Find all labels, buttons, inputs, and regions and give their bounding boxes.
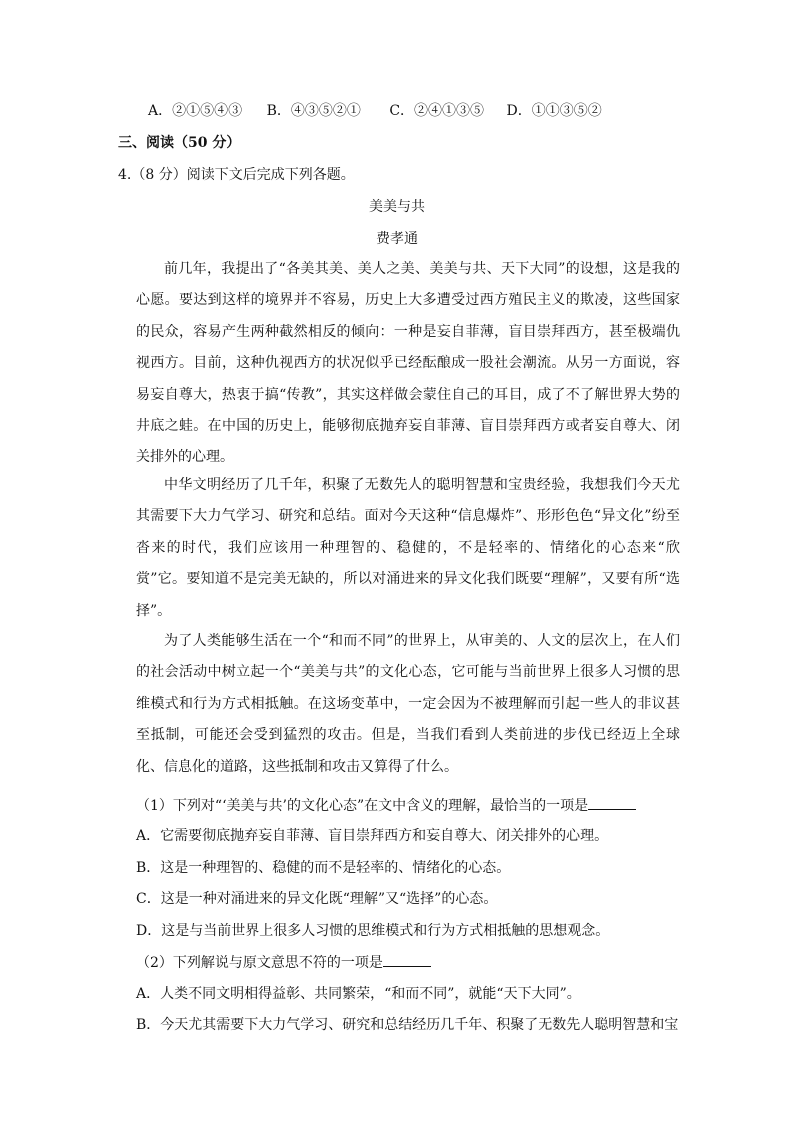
previous-question-options (148, 101, 602, 121)
subquestion-1-text: （1）下列对“‘美美与共’的文化心态”在文中含义的理解，最恰当的一项是 (136, 798, 589, 814)
option-a: A．②①⑤④③ (148, 103, 243, 119)
article-author: 费孝通 (376, 231, 418, 247)
option-d: D．①①③⑤② (506, 103, 602, 119)
subquestion-2-option-a: A．人类不同文明相得益彰、共同繁荣，“和而不同”，就能“天下大同”。 (136, 986, 581, 1002)
subquestion-2-text: （2）下列解说与原文意思不符的一项是 (136, 955, 383, 971)
subquestion-2-option-b: B．今天尤其需要下大力气学习、研究和总结经历几千年、积聚了无数先人聪明智慧和宝 (136, 1017, 679, 1033)
question-4-header: 4.（8 分）阅读下文后完成下列各题。 (118, 167, 355, 183)
subquestion-1-option-d: D．这是与当前世界上很多人习惯的思维模式和行为方式相抵触的思想观念。 (136, 923, 610, 939)
article-title: 美美与共 (369, 199, 425, 215)
article-paragraph-2: 中华文明经历了几千年，积聚了无数先人的聪明智慧和宝贵经验，我想我们今天尤其需要下大力气学习、研究和总结。面对今天这种“信息爆炸”、形形色色“异文化”纷至沓来的时代，我们应该用一种理智的、稳健的，不是轻率的、情绪化的心态来“欣赏”它。要知道不是完美无缺的，所以对涌进来的异文化我们既要“理解”，又要有所“选择”。 (136, 477, 680, 619)
subquestion-1-option-c: C．这是一种对涌进来的异文化既“理解”又“选择”的心态。 (136, 891, 498, 907)
article-paragraph-1: 前几年，我提出了“各美其美、美人之美、美美与共、天下大同”的设想，这是我的心愿。要达到这样的境界并不容易，历史上大多遭受过西方殖民主义的欺凌，这些国家的民众，容易产生两种截然相反的倾向：一种是妄自菲薄，盲目崇拜西方，甚至极端仇视西方。目前，这种仇视西方的状况似乎已经酝酿成一股社会潮流。从另一方面说，容易妄自尊大，热衷于搞“传教”，其实这样做会蒙住自己的耳目，成了不了解世界大势的井底之蛙。在中国的历史上，能够彻底抛弃妄自菲薄、盲目崇拜西方或者妄自尊大、闭关排外的心理。 (136, 261, 680, 466)
option-c: C．②④①③⑤ (389, 103, 485, 119)
subquestion-1-option-b: B．这是一种理智的、稳健的而不是轻率的、情绪化的心态。 (136, 860, 511, 876)
answer-blank-1[interactable] (588, 795, 636, 810)
subquestion-1-stem (136, 795, 636, 816)
section-heading: 三、阅读（50 分） (118, 135, 241, 151)
article-paragraph-3: 为了人类能够生活在一个“和而不同”的世界上，从审美的、人文的层次上，在人们的社会活动中树立起一个“美美与共”的文化心态，它可能与当前世界上很多人习惯的思维模式和行为方式相抵触。在这场变革中，一定会因为不被理解而引起一些人的非议甚至抵制，可能还会受到猛烈的攻击。但是，当我们看到人类前进的步伐已经迈上全球化、信息化的道路，这些抵制和攻击又算得了什么。 (136, 633, 680, 775)
answer-blank-2[interactable] (383, 952, 431, 967)
subquestion-2-stem (136, 952, 431, 973)
subquestion-1-option-a: A．它需要彻底抛弃妄自菲薄、盲目崇拜西方和妄自尊大、闭关排外的心理。 (136, 828, 609, 844)
option-b: B．④③⑤②① (266, 103, 361, 119)
